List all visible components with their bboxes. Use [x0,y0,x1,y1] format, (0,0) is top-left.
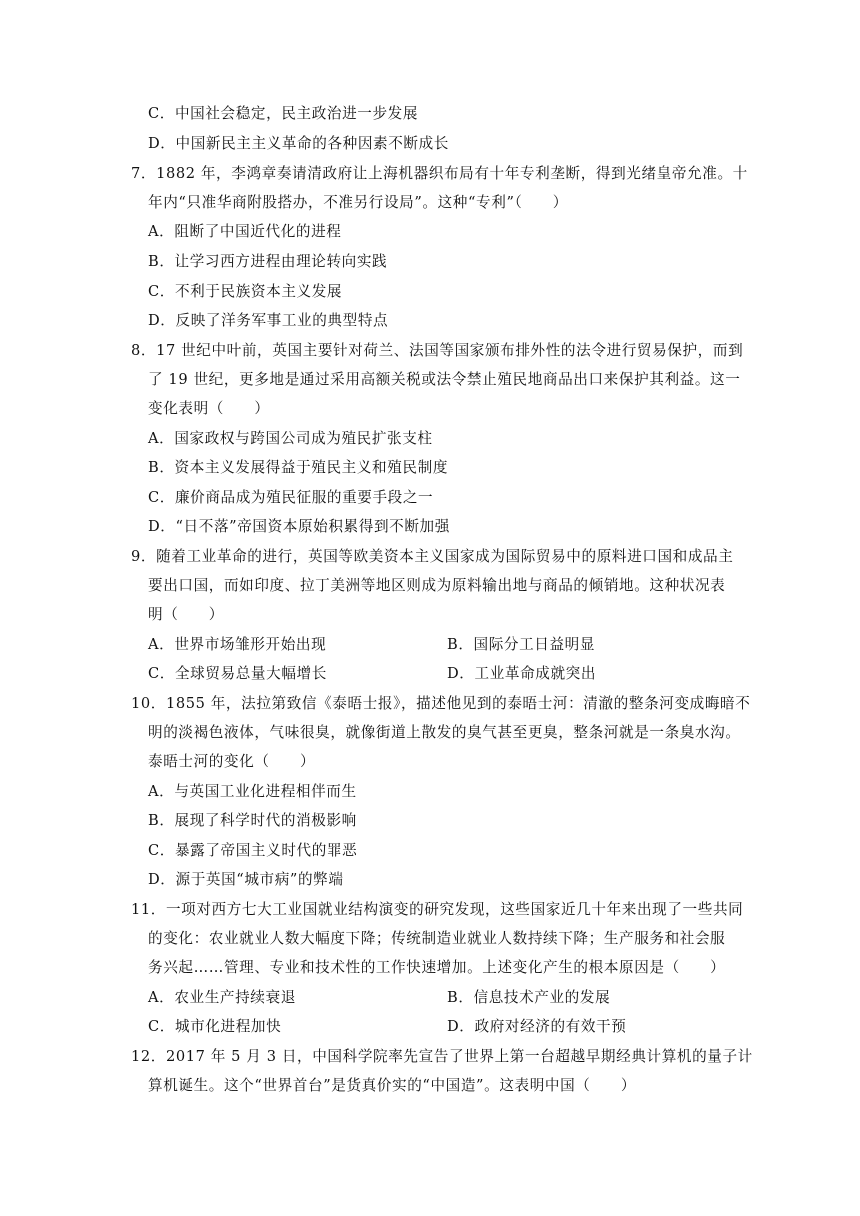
q6-option-d: D．中国新民主主义革命的各种因素不断成长 [148,135,449,152]
q11-option-c: C．城市化进程加快 [148,1018,282,1035]
q9-stem-line2: 要出口国，而如印度、拉丁美洲等地区则成为原料输出地与商品的倾销地。这种状况表 [148,577,726,594]
q7-option-a: A．阻断了中国近代化的进程 [148,223,342,240]
q12-stem-line1: 12．2017 年 5 月 3 日，中国科学院率先宣告了世界上第一台超越早期经典计算机的量子计 [131,1048,753,1065]
q8-option-b: B．资本主义发展得益于殖民主义和殖民制度 [148,459,449,476]
q11-stem-line1: 11．一项对西方七大工业国就业结构演变的研究发现，这些国家近几十年来出现了一些共同 [131,901,744,918]
q8-option-a: A．国家政权与跨国公司成为殖民扩张支柱 [148,430,433,447]
q7-option-d: D．反映了洋务军事工业的典型特点 [148,312,389,329]
q9-option-c: C．全球贸易总量大幅增长 [148,665,327,682]
q9-stem-line1: 9．随着工业革命的进行，英国等欧美资本主义国家成为国际贸易中的原料进口国和成品主 [131,548,734,565]
q11-option-b: B．信息技术产业的发展 [447,989,611,1006]
q9-option-b: B．国际分工日益明显 [447,636,596,653]
q8-option-d: D．“日不落”帝国资本原始积累得到不断加强 [148,518,450,535]
q10-option-d: D．源于英国“城市病”的弊端 [148,871,344,888]
q11-stem-line3: 务兴起……管理、专业和技术性的工作快速增加。上述变化产生的根本原因是（ ） [148,959,726,976]
q8-stem-line1: 8．17 世纪中叶前，英国主要针对荷兰、法国等国家颁布排外性的法令进行贸易保护，而到 [131,342,744,359]
q10-option-b: B．展现了科学时代的消极影响 [148,812,357,829]
q9-option-d: D．工业革命成就突出 [447,665,597,682]
q10-option-a: A．与英国工业化进程相伴而生 [148,783,357,800]
q7-stem-line1: 7．1882 年，李鸿章奏请清政府让上海机器织布局有十年专利垄断，得到光绪皇帝允准。十 [131,165,748,182]
q10-stem-line2: 明的淡褐色液体，气味很臭，就像街道上散发的臭气甚至更臭，整条河就是一条臭水沟。 [148,724,741,741]
q10-stem-line3: 泰晤士河的变化（ ） [148,753,316,770]
q10-stem-line1: 10．1855 年，法拉第致信《泰晤士报》，描述他见到的泰晤士河：清澈的整条河变成晦暗不 [131,695,751,712]
q8-stem-line2: 了 19 世纪，更多地是通过采用高额关税或法令禁止殖民地商品出口来保护其利益。这一 [148,371,741,388]
q7-option-b: B．让学习西方进程由理论转向实践 [148,253,388,270]
q9-stem-line3: 明（ ） [148,606,224,623]
q7-stem-line2: 年内“只准华商附股搭办，不准另行设局”。这种“专利”（ ） [148,194,568,211]
q11-option-a: A．农业生产持续衰退 [148,989,296,1006]
q11-option-d: D．政府对经济的有效干预 [447,1018,627,1035]
q7-option-c: C．不利于民族资本主义发展 [148,283,343,300]
q12-stem-line2: 算机诞生。这个“世界首台”是货真价实的“中国造”。这表明中国（ ） [148,1077,637,1094]
q6-option-c: C．中国社会稳定，民主政治进一步发展 [148,105,419,122]
q10-option-c: C．暴露了帝国主义时代的罪恶 [148,842,358,859]
q8-stem-line3: 变化表明（ ） [148,400,270,417]
q8-option-c: C．廉价商品成为殖民征服的重要手段之一 [148,489,434,506]
q11-stem-line2: 的变化：农业就业人数大幅度下降；传统制造业就业人数持续下降；生产服务和社会服 [148,930,726,947]
q9-option-a: A．世界市场雏形开始出现 [148,636,327,653]
